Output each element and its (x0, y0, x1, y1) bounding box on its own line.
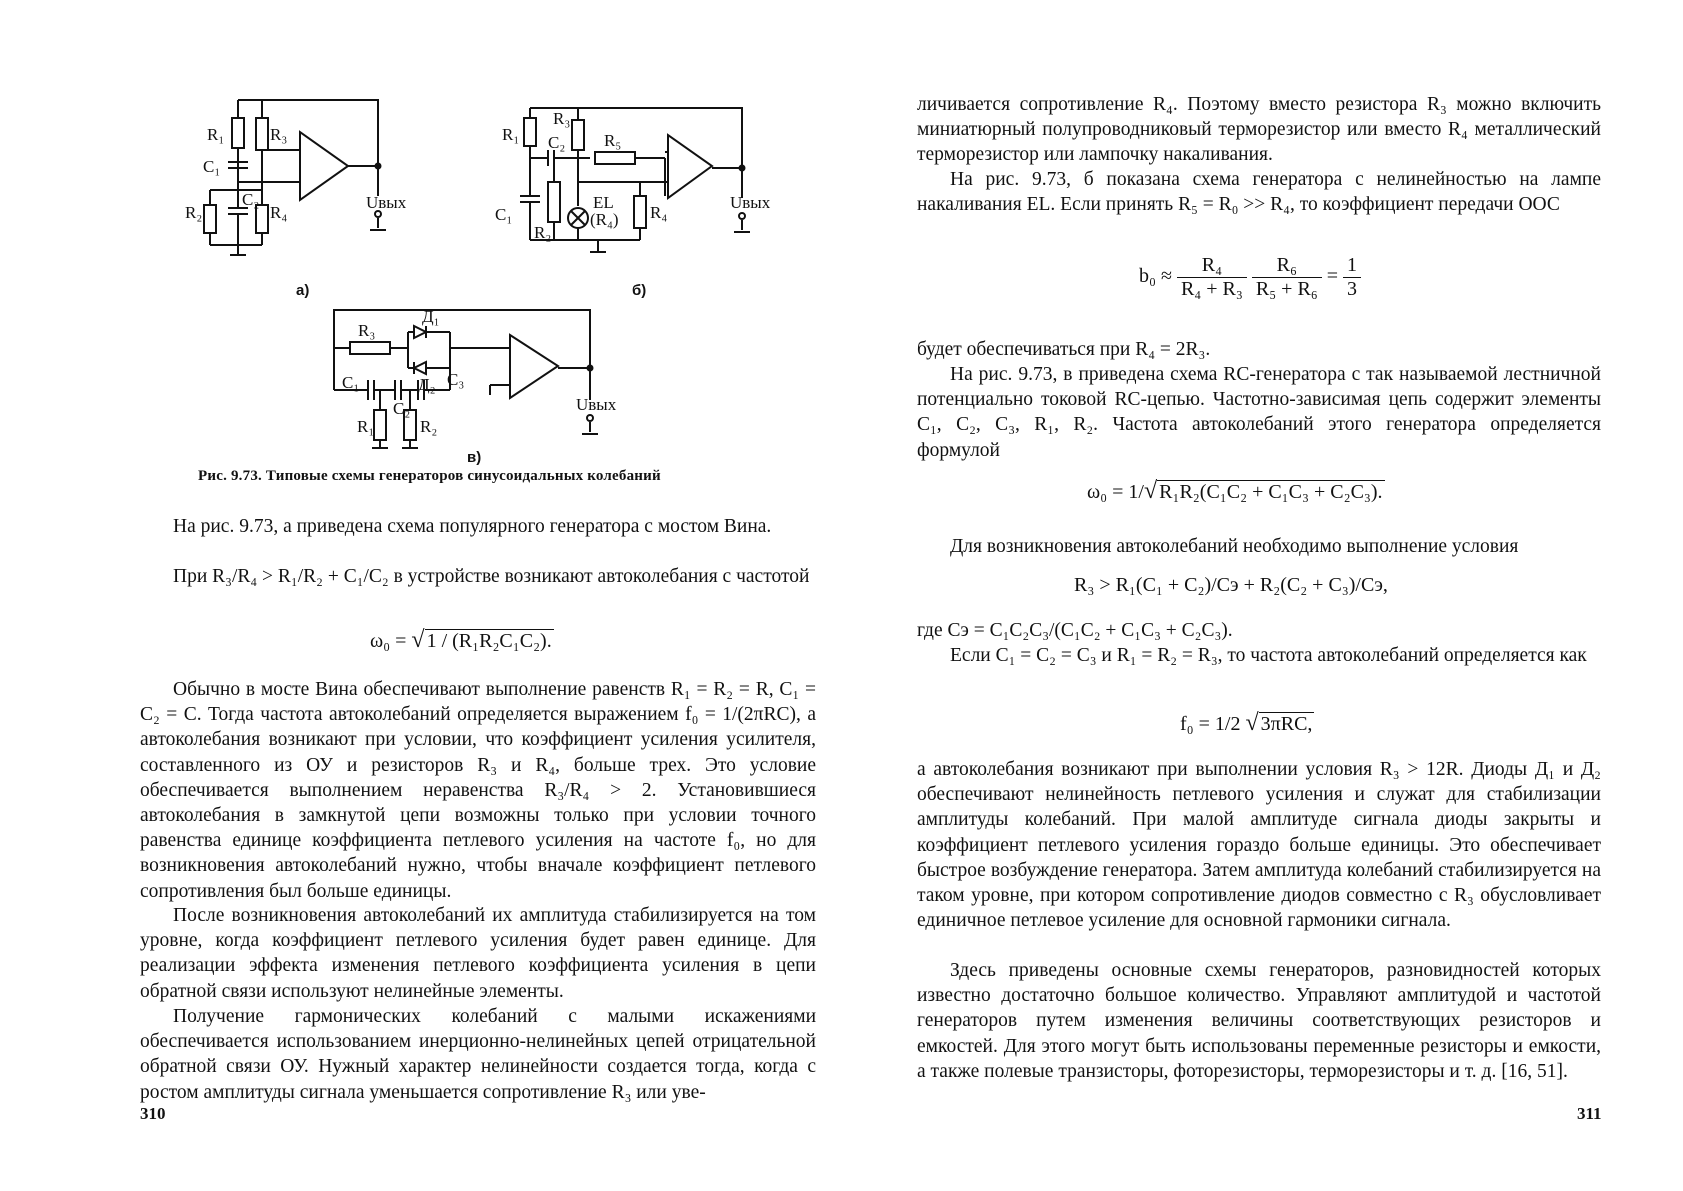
fig-v-r1-label: R₁ (357, 417, 375, 436)
fig-a-r3-label: R₃ (270, 125, 288, 144)
fig-b-r2-label: R₂ (534, 223, 552, 242)
fig-v-r3-label: R₃ (358, 321, 376, 340)
fig-v-c2-label: C₂ (393, 399, 411, 418)
right-paragraph-5: Для возникновения автоколебаний необходимо выполнение условия (950, 536, 1519, 557)
formula-r3-condition: R₃ > R₁(C₁ + C₂)/Cэ + R₂(C₂ + C₃)/Cэ, (1074, 574, 1388, 596)
fig-a-c1-label: C₁ (203, 157, 221, 176)
right-paragraph-1: личивается сопротивление R₄. Поэтому вместо резистора R₃ можно включить миниатюрный полупроводниковый терморезистор или вместо R₄ металлический терморезистор или лампочку накаливания. (917, 94, 1601, 166)
fig-a-uout-label: Uвых (366, 193, 407, 212)
fig-b-r5-label: R₅ (604, 131, 622, 150)
right-paragraph-4: На рис. 9.73, в приведена схема RC-генератора с так называемой лестничной потенциально токовой RC-цепью. Частотно-зависимая цепь содержит элементы C₁, C₂, C₃, R₁, R₂. Частота автоколебаний этого генератора определяется формулой (917, 364, 1601, 461)
formula-omega0-ladder-lhs: ω₀ = 1/ (1087, 481, 1144, 503)
fig-v-c1-label: C₁ (342, 373, 360, 392)
fig-b-r4-label: R₄ (650, 203, 668, 222)
formula-b0-frac1: $\frac{\text{R₄}}{\text{R₄ + R₃}}$ (1177, 254, 1247, 301)
fig-b-uout-label: Uвых (730, 193, 771, 212)
fig-b-el-label: EL (593, 193, 614, 212)
fig-v-uout-label: Uвых (576, 395, 617, 414)
fig-a-c2-label: C₂ (242, 190, 260, 209)
right-paragraph-2: На рис. 9.73, б показана схема генератора с нелинейностью на лампе накаливания EL. Если принять R₅ = R₀ >> R₄, то коэффициент передачи ООС (917, 169, 1601, 216)
left-paragraph-1: На рис. 9.73, а приведена схема популярного генератора с мостом Вина. (173, 516, 772, 537)
fig-b-r3-label: R₃ (553, 109, 571, 128)
fig-b-r1-label: R₁ (502, 125, 520, 144)
fig-v-c3-label: C₃ (447, 370, 465, 389)
right-paragraph-9: Здесь приведены основные схемы генераторов, разновидностей которых известно достаточно большое количество. Управляют амплитудой и частотой генераторов путем изменения величины соответствующих резисторов и емкостей. Для этого могут быть использованы переменные резисторы и емкости, а также полевые транзисторы, фоторезисторы, терморезисторы и т. д. [16, 51]. (917, 960, 1601, 1082)
left-paragraph-5: Получение гармонических колебаний с малыми искажениями обеспечивается использованием инерционно-нелинейных цепей отрицательной обратной связи ОУ. Нужный характер нелинейности создается тогда, когда с ростом амплитуды сигнала уменьшается сопротивление R₃ или уве- (140, 1006, 816, 1103)
right-page (842, 0, 1683, 1191)
figure-caption: Рис. 9.73. Типовые схемы генераторов синусоидальных колебаний (198, 468, 661, 484)
formula-b0-frac3: $\frac{1}{3}$ (1343, 254, 1361, 301)
formula-b0-frac2: $\frac{\text{R₆}}{\text{R₅ + R₆}}$ (1252, 254, 1322, 301)
fig-a-r1-label: R₁ (207, 125, 225, 144)
fig-v-r2-label: R₂ (420, 417, 438, 436)
fig-v-d1-label: Д₁ (422, 307, 440, 326)
formula-omega0-wien: ω₀ = √ 1 / (R₁R₂C₁C₂). (370, 627, 552, 653)
fig-a-r4-label: R₄ (270, 203, 288, 222)
right-paragraph-7: Если C₁ = C₂ = C₃ и R₁ = R₂ = R₃, то частота автоколебаний определяется как (950, 645, 1587, 666)
fig-b-label: б) (632, 282, 647, 299)
formula-f0-lhs: f₀ = 1/2 (1180, 713, 1241, 735)
formula-b0-lhs: b₀ ≈ (1139, 265, 1172, 288)
fig-v-d2-label: Д₂ (418, 375, 436, 394)
right-paragraph-6: где Cэ = C₁C₂C₃/(C₁C₂ + C₁C₃ + C₂C₃). (917, 620, 1233, 641)
formula-b0: b₀ ≈ $\frac{\text{R₄}}{\text{R₄ + R₃}}$ $\frac{\text{R₆}}{\text{R₅ + R₆}}$ = $\frac{1}{3}$ (1139, 254, 1361, 301)
right-paragraph-8: а автоколебания возникают при выполнении условия R₃ > 12R. Диоды Д₁ и Д₂ обеспечивают нелинейность петлевого усиления и служат для стабилизации амплитуды колебаний. При малой амплитуде сигнала диоды закрыты и коэффициент петлевого усиления гораздо больше единицы. Это обеспечивает быстрое возбуждение генератора. Затем амплитуда колебаний стабилизируется на таком уровне, при котором сопротивление диодов совместно с R₃ обусловливает единичное петлевое усиление для основной гармоники сигнала. (917, 759, 1601, 932)
fig-v-label: в) (467, 449, 482, 466)
formula-omega0-ladder-radicand: R₁R₂(C₁C₂ + C₁C₃ + C₂C₃). (1159, 481, 1383, 503)
formula-omega0-ladder: ω₀ = 1/√ R₁R₂(C₁C₂ + C₁C₃ + C₂C₃). (1087, 478, 1383, 504)
left-paragraph-3: Обычно в мосте Вина обеспечивают выполнение равенств R₁ = R₂ = R, C₁ = C₂ = C. Тогда частота автоколебаний определяется выражением f₀ = 1/(2πRC), а автоколебания возникают при условии, что коэффициент усиления усилителя, составленного из ОУ и резисторов R₃ и R₄, больше трех. Это условие обеспечивается выполнением неравенства R₃/R₄ > 2. Установившиеся автоколебания в замкнутой цепи возможны только при условии точного равенства единице коэффициента петлевого усиления на частоте f₀, но для возникновения автоколебаний нужно, чтобы вначале коэффициент петлевого сопротивления был больше единицы. (140, 679, 816, 902)
left-paragraph-2: При R₃/R₄ > R₁/R₂ + C₁/C₂ в устройстве возникают автоколебания с частотой (173, 566, 810, 587)
page-number-right: 311 (1577, 1104, 1602, 1123)
formula-omega0-lhs: ω₀ = (370, 630, 407, 652)
page-number-left: 310 (140, 1104, 166, 1123)
fig-b-c1-label: C₁ (495, 205, 513, 224)
formula-f0: f₀ = 1/2 √ 3πRC, (1180, 710, 1313, 736)
fig-b-c2-label: C₂ (548, 133, 566, 152)
right-paragraph-3: будет обеспечиваться при R₄ = 2R₃. (917, 339, 1211, 360)
fig-a-r2-label: R₂ (185, 203, 203, 222)
circuit-figure (0, 0, 842, 470)
formula-f0-radicand: 3πRC, (1260, 713, 1313, 735)
left-paragraph-4: После возникновения автоколебаний их амплитуда стабилизируется на том уровне, когда коэффициент петлевого усиления будет равен единице. Для реализации эффекта изменения петлевого коэффициента усиления в цепи обратной связи используют нелинейные элементы. (140, 905, 816, 1002)
fig-b-r4p-label: (R₄) (590, 210, 619, 229)
formula-omega0-radicand: 1 / (R₁R₂C₁C₂). (426, 630, 552, 652)
fig-a-label: а) (296, 282, 310, 299)
